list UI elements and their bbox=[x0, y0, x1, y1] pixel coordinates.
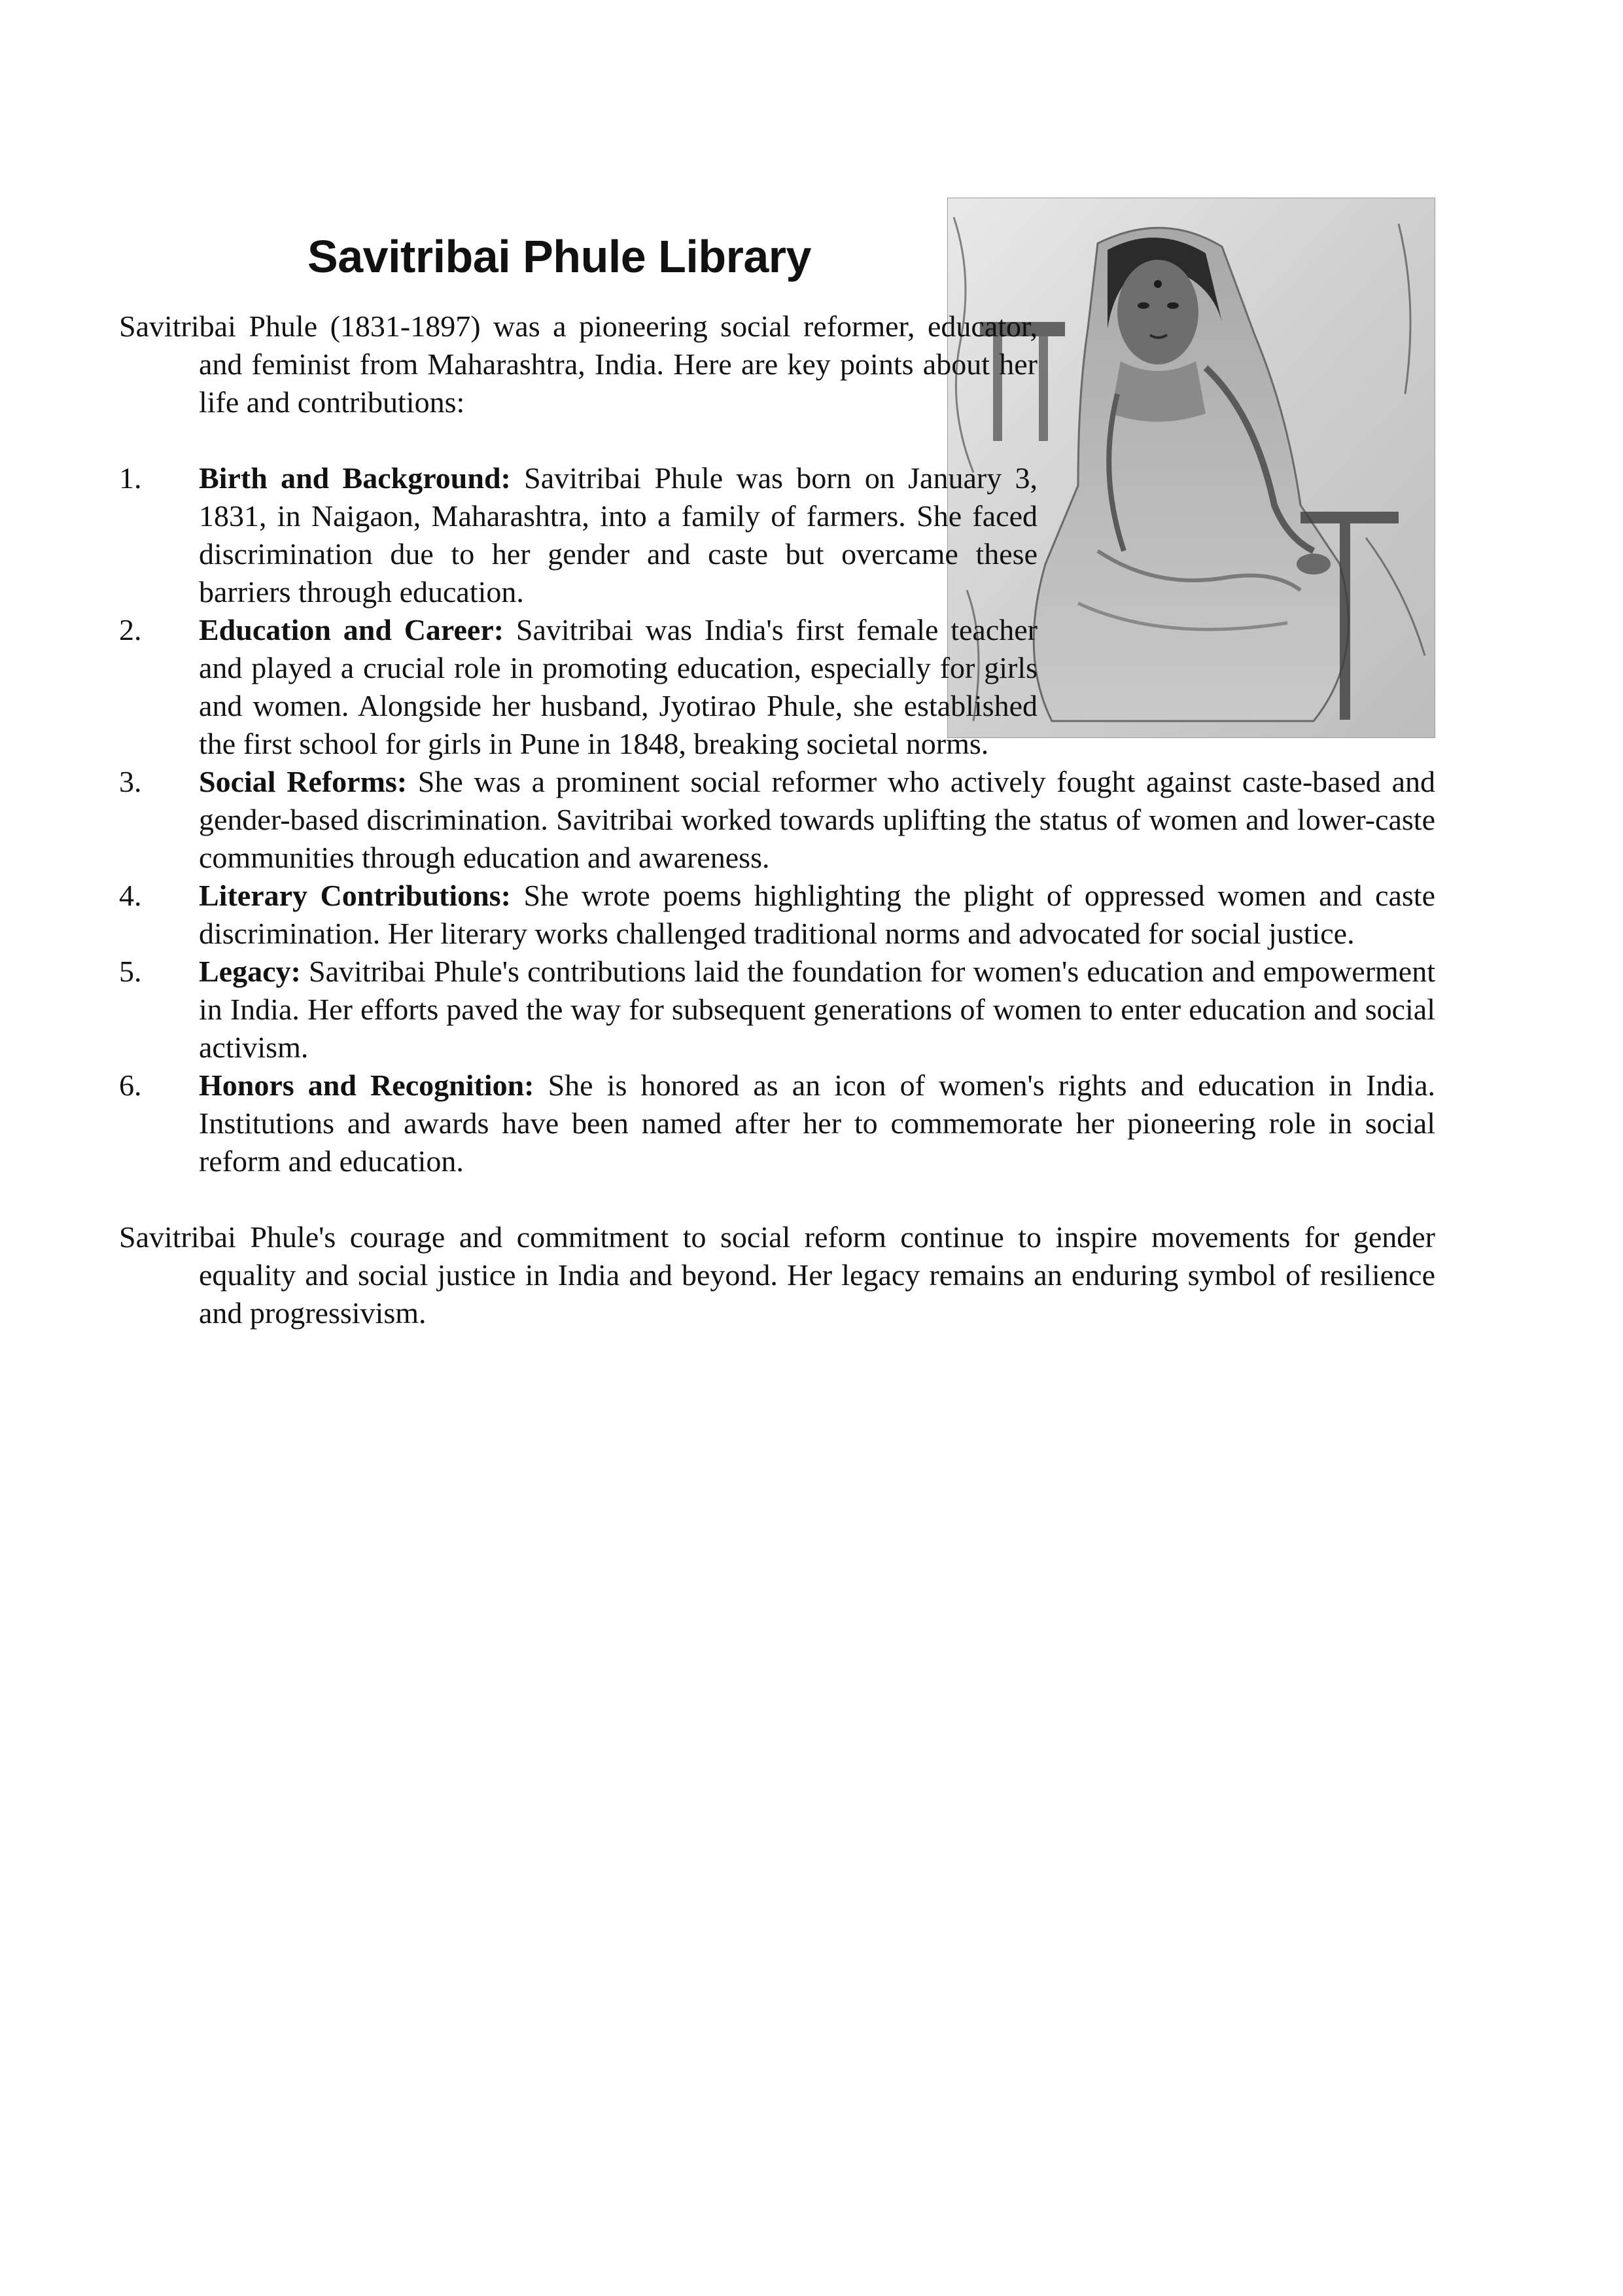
page-title: Savitribai Phule Library bbox=[307, 230, 811, 282]
list-item-text: She is honored as an icon of women's rights and education in India. Institutions and awards have been named after her to commemorate her pioneering role in social reform and education. bbox=[199, 1069, 1435, 1178]
document-body bbox=[119, 308, 1435, 1332]
list-item-number: 2. bbox=[119, 613, 142, 646]
list-item bbox=[119, 953, 1435, 1067]
list-item-number: 3. bbox=[119, 765, 142, 798]
list-item bbox=[119, 877, 1435, 953]
list-item-term: Legacy: bbox=[199, 955, 301, 988]
list-item-term: Education and Career: bbox=[199, 613, 504, 646]
list-item-number: 5. bbox=[119, 955, 142, 988]
list-item-text: Savitribai Phule's contributions laid the foundation for women's education and empowerment in India. Her efforts paved the way for subsequent generations of women to enter education and social activism. bbox=[199, 955, 1435, 1064]
list-item bbox=[119, 1067, 1435, 1180]
paragraph-gap bbox=[119, 1180, 1435, 1218]
list-item bbox=[119, 459, 1435, 611]
list-item bbox=[119, 763, 1435, 877]
list-item-text: Savitribai Phule was born on January 3, 1831, in Naigaon, Maharashtra, into a family of farmers. She faced discrimination due to her gender and caste but overcame these barriers through education. bbox=[199, 461, 1038, 609]
list-item-text: Savitribai was India's first female teacher and played a crucial role in promoting education, especially for girls and women. Alongside her husband, Jyotirao Phule, she established the first school for girls in Pune in 1848, breaking societal norms. bbox=[199, 613, 1038, 760]
conclusion-paragraph: Savitribai Phule's courage and commitment to social reform continue to inspire movements for gender equality and social justice in India and beyond. Her legacy remains an enduring symbol of resilience and progressivism. bbox=[119, 1220, 1435, 1330]
list-item-number: 1. bbox=[119, 461, 142, 495]
key-points-list bbox=[119, 459, 1435, 1180]
list-item-text: She was a prominent social reformer who actively fought against caste-based and gender-based discrimination. Savitribai worked towards uplifting the status of women and lower-caste communities through education and awareness. bbox=[199, 765, 1435, 874]
list-item-term: Literary Contributions: bbox=[199, 879, 511, 912]
list-item-term: Birth and Background: bbox=[199, 461, 511, 495]
list-item-number: 4. bbox=[119, 879, 142, 912]
list-item-term: Honors and Recognition: bbox=[199, 1069, 534, 1102]
list-item-text: She wrote poems highlighting the plight of oppressed women and caste discrimination. Her literary works challenged traditional norms and advocated for social justice. bbox=[199, 879, 1435, 950]
list-item bbox=[119, 611, 1435, 763]
intro-paragraph: Savitribai Phule (1831-1897) was a pioneering social reformer, educator, and feminist from Maharashtra, India. Here are key points about her life and contributions: bbox=[119, 309, 1038, 419]
list-item-term: Social Reforms: bbox=[199, 765, 408, 798]
list-item-number: 6. bbox=[119, 1069, 142, 1102]
